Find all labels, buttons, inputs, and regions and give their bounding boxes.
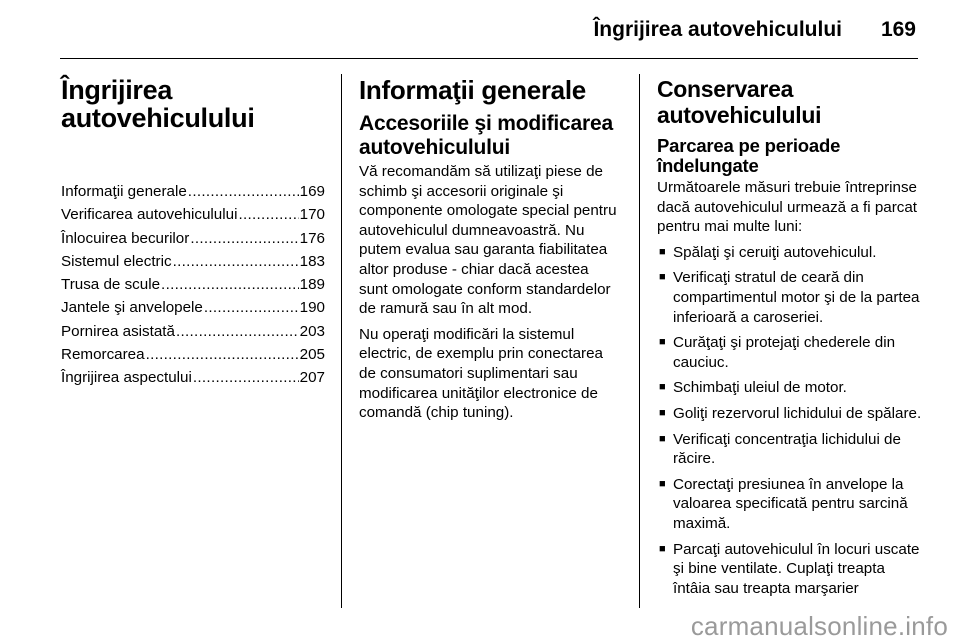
list-item-text: Curăţaţi şi protejaţi chederele din cauciuc.: [673, 334, 896, 371]
toc-entry[interactable]: [61, 296, 325, 319]
toc-leader-dots: [176, 320, 299, 343]
toc-entry[interactable]: [61, 273, 325, 296]
toc-entry-page: 207: [299, 369, 325, 387]
square-bullet-icon: ■: [659, 542, 666, 555]
square-bullet-icon: ■: [659, 477, 666, 490]
column-divider-left: [341, 74, 342, 608]
toc-leader-dots: [161, 273, 299, 296]
square-bullet-icon: ■: [659, 432, 666, 445]
right-column: [657, 76, 925, 604]
toc-entry-page: 169: [299, 183, 325, 200]
table-of-contents: [61, 180, 325, 390]
toc-entry[interactable]: [61, 203, 325, 226]
list-item-text: Verificaţi concentraţia lichidului de răcire.: [673, 430, 901, 468]
toc-entry-label: Informaţii generale: [61, 183, 187, 200]
body-paragraph: Nu operaţi modificări la sistemul electric, de exemplu prin conectarea de consumatori suplimentari sau modificarea unităţilor electronice de comandă (chip tuning).: [359, 325, 603, 422]
toc-leader-dots: [193, 366, 299, 389]
section-title: Informaţii generale: [359, 75, 586, 105]
square-bullet-icon: ■: [659, 271, 666, 284]
watermark: carmanualsonline.info: [690, 611, 948, 641]
toc-entry-page: 190: [299, 299, 325, 317]
page-number: 169: [880, 18, 916, 41]
intro-paragraph: Următoarele măsuri trebuie întreprinse dacă autovehiculul urmează a fi parcat pentru mai multe luni:: [657, 179, 918, 236]
toc-entry[interactable]: [61, 180, 325, 203]
toc-entry-label: Îngrijirea aspectului: [61, 369, 192, 387]
toc-entry[interactable]: [61, 320, 325, 343]
chapter-title-line-1: Îngrijirea: [61, 75, 173, 105]
toc-entry-page: 205: [299, 346, 325, 364]
list-item-text: Verificaţi stratul de ceară din compartimentul motor şi de la partea inferioară a caroseriei.: [673, 269, 920, 326]
list-item: [657, 540, 925, 599]
list-item-text: Schimbaţi uleiul de motor.: [673, 379, 847, 397]
toc-leader-dots: [190, 227, 298, 250]
list-item: [657, 333, 925, 372]
list-item: [657, 378, 925, 398]
section-title: [657, 76, 925, 128]
square-bullet-icon: ■: [659, 245, 666, 258]
toc-leader-dots: [188, 180, 299, 203]
toc-leader-dots: [238, 203, 298, 226]
list-item-text: Corectaţi presiunea în anvelope la valoarea specificată pentru sarcină maximă.: [673, 475, 908, 532]
toc-leader-dots: [173, 250, 299, 273]
section-title-line-2: autovehiculului: [657, 102, 822, 128]
toc-entry-label: Sistemul electric: [61, 252, 172, 270]
toc-leader-dots: [204, 296, 299, 319]
list-item: [657, 430, 925, 469]
toc-entry-page: 170: [299, 206, 325, 224]
toc-leader-dots: [146, 343, 299, 366]
middle-column: [359, 76, 621, 429]
column-divider-right: [639, 74, 640, 608]
running-title: Îngrijirea autovehiculului: [593, 18, 842, 41]
square-bullet-icon: ■: [659, 336, 666, 349]
toc-entry[interactable]: [61, 366, 325, 389]
bullet-list: [657, 243, 925, 599]
left-column: [61, 76, 325, 390]
toc-entry-label: Jantele şi anvelopele: [61, 299, 203, 317]
toc-entry-label: Înlocuirea becurilor: [61, 229, 190, 247]
subsection-title: [657, 136, 925, 176]
toc-entry[interactable]: [61, 250, 325, 273]
body-paragraph: Vă recomandăm să utilizaţi piese de schimb şi accesorii originale şi componente omologate special pentru autovehiculul dumneavoastră. Nu putem evalua sau garanta fiabilitatea altor produse - chiar dacă acestea sunt omologate conform standardelor de ramură sau în alt mod.: [359, 163, 617, 318]
list-item-text: Parcaţi autovehiculul în locuri uscate şi bine ventilate. Cuplaţi treapta întâia sau treapta marşarier: [673, 540, 920, 597]
subsection-title-line-2: autovehiculului: [359, 136, 511, 159]
toc-entry-page: 183: [299, 252, 325, 270]
toc-entry-label: Remorcarea: [61, 346, 145, 364]
toc-entry-label: Trusa de scule: [61, 276, 161, 294]
square-bullet-icon: ■: [659, 406, 666, 419]
section-title-line-1: Conservarea: [657, 76, 794, 102]
toc-entry-page: 176: [299, 229, 325, 247]
toc-entry-label: Verificarea autovehiculului: [61, 206, 238, 224]
toc-entry-page: 189: [299, 276, 325, 294]
toc-entry-label: Pornirea asistată: [61, 322, 175, 340]
square-bullet-icon: ■: [659, 381, 666, 394]
chapter-title-line-2: autovehiculului: [61, 103, 255, 133]
subsection-title-line-1: Parcarea pe perioade: [657, 135, 841, 156]
list-item: [657, 404, 925, 424]
list-item-text: Goliţi rezervorul lichidului de spălare.: [673, 404, 922, 422]
toc-entry[interactable]: [61, 227, 325, 250]
toc-entry-page: 203: [299, 322, 325, 340]
list-item: [657, 268, 925, 327]
page-header: [0, 0, 960, 62]
subsection-title-line-1: Accesoriile şi modificarea: [359, 112, 613, 135]
header-rule: [60, 58, 918, 59]
subsection-title: [359, 112, 621, 160]
chapter-title: [61, 76, 325, 132]
list-item-text: Spălaţi şi ceruiţi autovehiculul.: [673, 243, 877, 261]
toc-entry[interactable]: [61, 343, 325, 366]
subsection-title-line-2: îndelungate: [657, 155, 759, 176]
list-item: [657, 475, 925, 534]
list-item: [657, 243, 925, 263]
